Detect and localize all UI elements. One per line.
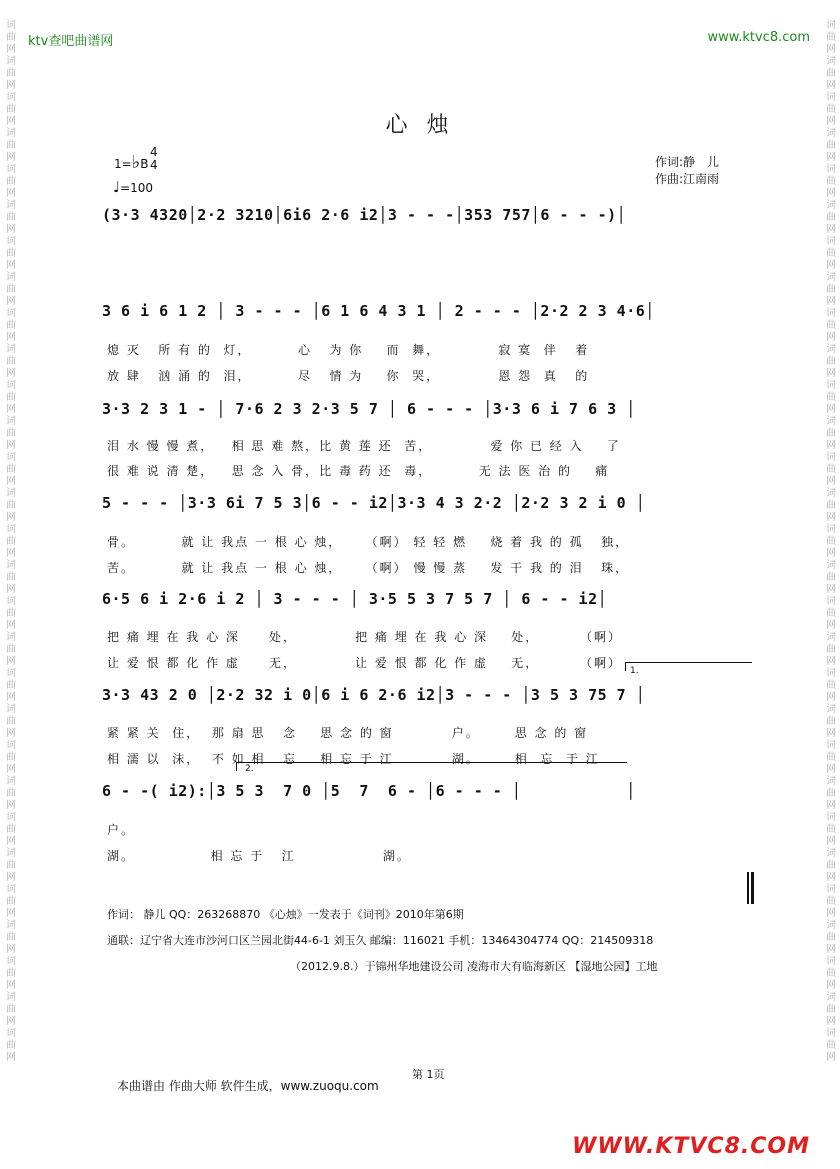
quarter-note-icon: ♩ [113, 178, 121, 196]
footer-lyricist-info: 作词： 静儿 QQ：263268870 《心烛》一发表于《词刊》2010年第6期 [107, 908, 464, 921]
site-name-left[interactable]: ktv查吧曲谱网 [28, 34, 114, 49]
side-watermark-right: 词曲网词曲网词曲网词曲网词曲网词曲网词曲网词曲网词曲网词曲网词曲网词曲网词曲网词曲网词曲网词曲网词曲网词曲网词曲网词曲网词曲网词曲网词曲网词曲网词曲网词曲网词曲网词曲网词曲网 [826, 20, 836, 1063]
staff-line-6: 6 - -( i2):│3 5 3 7 0 │5 7 6 - │6 - - - │ │ [102, 782, 636, 800]
staff-line-5: 3·3 43 2 0 │2·2 32 i 0│6 i 6 2·6 i2│3 - - - │3 5 3 75 7 │ [102, 686, 646, 704]
lyric-4-verse2: 让 爱 恨 都 化 作 虚 无， 让 爱 恨 都 化 作 虚 无， （啊） [107, 656, 622, 670]
staff-line-3: 5 - - - │3·3 6i 7 5 3│6 - - i2│3·3 4 3 2·2 │2·2 3 2 i 0 │ [102, 494, 646, 512]
page-number: 第 1页 [412, 1068, 445, 1081]
key-label: 1= [114, 157, 132, 171]
lyric-1-verse1: 熄 灭 所 有 的 灯， 心 为 你 而 舞， 寂 寞 伴 着 [107, 343, 590, 357]
lyricist: 作词:静 儿 [655, 155, 720, 169]
generator-credit: 本曲谱由 作曲大师 软件生成，www.zuoqu.com [117, 1079, 379, 1093]
lyric-3-verse1: 骨。 就 让 我点 一 根 心 烛， （啊） 轻 轻 燃 烧 着 我 的 孤 独， [107, 535, 630, 549]
lyric-6-verse2: 湖。 相 忘 于 江 湖。 [107, 849, 411, 863]
final-barline-thick [751, 872, 754, 904]
bottom-watermark: WWW.KTVC8.COM [572, 1134, 810, 1159]
time-signature [150, 146, 158, 172]
score-title: 心 烛 [385, 113, 455, 138]
time-sig-bottom: 4 [150, 158, 158, 172]
key-note: B [140, 157, 149, 171]
volta-first-bracket [625, 662, 752, 671]
lyric-5-verse1: 紧 紧 关 住， 那 扇 思 念 思 念 的 窗 户。 思 念 的 窗 [107, 726, 589, 740]
staff-line-2: 3·3 2 3 1 - │ 7·6 2 3 2·3 5 7 │ 6 - - - │3·3 6 i 7 6 3 │ [102, 400, 636, 418]
site-url-right[interactable]: www.ktvc8.com [707, 30, 810, 45]
staff-line-4: 6·5 6 i 2·6 i 2 │ 3 - - - │ 3·5 5 3 7 5 7 │ 6 - - i2│ [102, 590, 608, 608]
lyric-1-verse2: 放 肆 汹 涌 的 泪， 尽 情 为 你 哭， 恩 怨 真 的 [107, 369, 590, 383]
volta-second-label: 2. [245, 764, 254, 774]
side-watermark-left: 词曲网词曲网词曲网词曲网词曲网词曲网词曲网词曲网词曲网词曲网词曲网词曲网词曲网词曲网词曲网词曲网词曲网词曲网词曲网词曲网词曲网词曲网词曲网词曲网词曲网词曲网词曲网词曲网词曲网 [6, 20, 16, 1063]
composer: 作曲:江南雨 [655, 172, 720, 186]
time-sig-top: 4 [150, 145, 158, 159]
lyric-2-verse2: 很 难 说 清 楚， 思 念 入 骨，比 毒 药 还 毒， 无 法 医 治 的 痛 [107, 464, 610, 478]
tempo-value: =100 [120, 181, 154, 195]
key-signature [114, 152, 148, 173]
staff-line-1: 3 6 i 6 1 2 │ 3 - - - │6 1 6 4 3 1 │ 2 - - - │2·2 2 3 4·6│ [102, 302, 655, 320]
final-barline-thin [747, 872, 749, 904]
flat-icon: ♭ [131, 152, 141, 173]
lyric-5-verse2: 相 濡 以 沫， 不 如 相 忘 相 忘 于 江 湖。 相 忘 于 江 [107, 752, 600, 766]
tempo-mark [113, 178, 153, 196]
lyric-2-verse1: 泪 水 慢 慢 煮， 相 思 难 熬，比 黄 莲 还 苦， 爱 你 已 经 入 了 [107, 439, 621, 453]
volta-second-bracket [236, 762, 627, 771]
footer-contact-info: 通联：辽宁省大连市沙河口区兰园北街44-6-1 刘玉久 邮编：116021 手机：13464304774 QQ：214509318 [107, 934, 654, 947]
volta-first-label: 1. [630, 666, 639, 676]
lyric-3-verse2: 苦。 就 让 我点 一 根 心 烛， （啊） 慢 慢 蒸 发 干 我 的 泪 珠， [107, 561, 630, 575]
staff-line-intro: (3·3 4320│2·2 3210│6i6 2·6 i2│3 - - -│353 757│6 - - -)│ [102, 206, 627, 224]
footer-date-location: （2012.9.8.）于锦州华地建设公司 凌海市大有临海新区 【湿地公园】工地 [290, 960, 658, 973]
lyric-6-verse1: 户。 [107, 823, 136, 837]
lyric-4-verse1: 把 痛 埋 在 我 心 深 处， 把 痛 埋 在 我 心 深 处， （啊） [107, 630, 622, 644]
